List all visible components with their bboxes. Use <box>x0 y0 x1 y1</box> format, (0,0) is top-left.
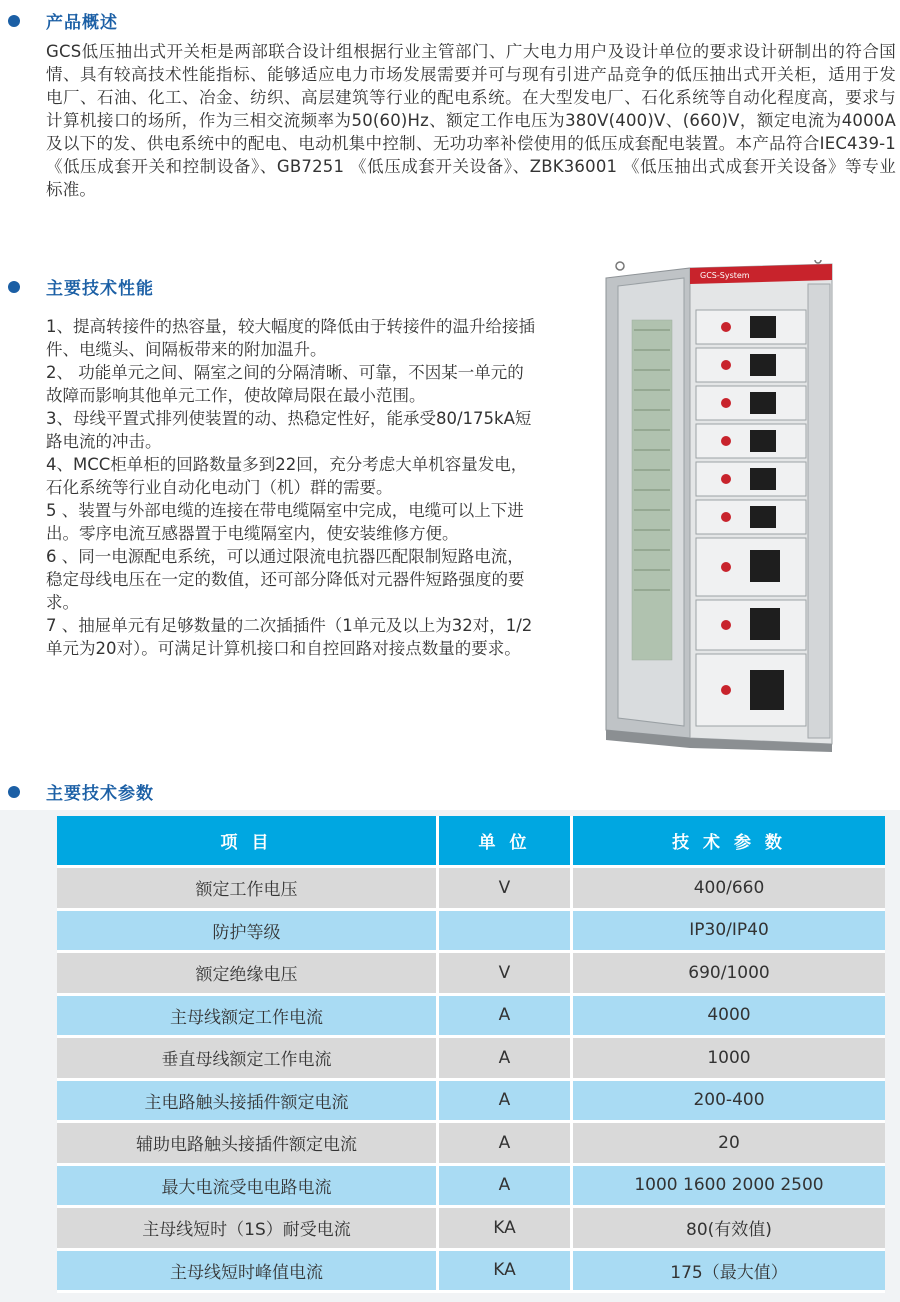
feature-item: 2、 功能单元之间、隔室之间的分隔清晰、可靠，不因某一单元的故障而影响其他单元工作，使故障局限在最小范围。 <box>46 363 524 405</box>
value-cell: 1000 <box>573 1038 885 1081</box>
unit-cell: A <box>439 996 573 1039</box>
table-row <box>57 996 885 1039</box>
features-heading <box>0 274 300 300</box>
section-title: 主要技术性能 <box>46 279 154 299</box>
param-name-cell: 主母线短时（1S）耐受电流 <box>57 1208 439 1251</box>
value-cell: 80(有效值) <box>573 1208 885 1251</box>
table-row <box>57 1123 885 1166</box>
feature-item: 4、MCC柜单柜的回路数量多到22回，充分考虑大单机容量发电，石化系统等行业自动化电动门（机）群的需要。 <box>46 455 528 497</box>
value-cell: 175（最大值） <box>573 1251 885 1294</box>
switchgear-cabinet-illustration <box>600 260 840 760</box>
table-row <box>57 1166 885 1209</box>
value-cell: IP30/IP40 <box>573 911 885 954</box>
table-row <box>57 953 885 996</box>
table-row <box>57 1251 885 1294</box>
value-cell: 400/660 <box>573 868 885 911</box>
bullet-icon <box>8 786 20 798</box>
param-name-cell: 垂直母线额定工作电流 <box>57 1038 439 1081</box>
spec-table <box>57 816 885 1293</box>
features-list <box>46 315 538 660</box>
table-row <box>57 1038 885 1081</box>
feature-item: 1、提高转接件的热容量，较大幅度的降低由于转接件的温升给接插件、电缆头、间隔板带来的附加温升。 <box>46 317 535 359</box>
unit-cell: KA <box>439 1251 573 1294</box>
table-row <box>57 1208 885 1251</box>
bullet-icon <box>8 15 20 27</box>
section-title: 产品概述 <box>46 13 118 33</box>
value-cell: 200-400 <box>573 1081 885 1124</box>
param-name-cell: 主电路触头接插件额定电流 <box>57 1081 439 1124</box>
params-heading <box>0 779 300 805</box>
unit-cell: A <box>439 1081 573 1124</box>
feature-item: 3、母线平置式排列使装置的动、热稳定性好，能承受80/175kA短路电流的冲击。 <box>46 409 532 451</box>
unit-cell: A <box>439 1123 573 1166</box>
unit-cell: V <box>439 868 573 911</box>
unit-cell: A <box>439 1038 573 1081</box>
unit-cell: V <box>439 953 573 996</box>
header-unit: 单 位 <box>439 816 573 868</box>
header-value: 技 术 参 数 <box>573 816 885 868</box>
table-header-row <box>57 816 885 868</box>
table-row <box>57 1081 885 1124</box>
param-name-cell: 额定绝缘电压 <box>57 953 439 996</box>
param-name-cell: 防护等级 <box>57 911 439 954</box>
bullet-icon <box>8 281 20 293</box>
value-cell: 20 <box>573 1123 885 1166</box>
param-name-cell: 主母线短时峰值电流 <box>57 1251 439 1294</box>
header-item: 项 目 <box>57 816 439 868</box>
param-name-cell: 主母线额定工作电流 <box>57 996 439 1039</box>
overview-paragraph: GCS低压抽出式开关柜是两部联合设计组根据行业主管部门、广大电力用户及设计单位的要求设计研制出的符合国情、具有较高技术性能指标、能够适应电力市场发展需要并可与现有引进产品竞争的低压抽出式开关柜，适用于发电厂、石油、化工、冶金、纺织、高层建筑等行业的配电系统。在大型发电厂、石化系统等自动化程度高，要求与计算机接口的场所，作为三相交流频率为50(60)Hz、额定工作电压为380V(400)V、(660)V，额定电流为4000A及以下的发、供电系统中的配电、电动机集中控制、无功功率补偿使用的低压成套配电装置。本产品符合IEC439-1《低压成套开关和控制设备》、GB7251 《低压成套开关设备》、ZBK36001 《低压抽出式成套开关设备》等专业标准。 <box>46 42 896 199</box>
param-name-cell: 最大电流受电电路电流 <box>57 1166 439 1209</box>
table-row <box>57 868 885 911</box>
unit-cell: A <box>439 1166 573 1209</box>
feature-item: 7 、抽屉单元有足够数量的二次插插件（1单元及以上为32对，1/2单元为20对）。可满足计算机接口和自控回路对接点数量的要求。 <box>46 616 533 658</box>
value-cell: 4000 <box>573 996 885 1039</box>
param-name-cell: 辅助电路触头接插件额定电流 <box>57 1123 439 1166</box>
overview-heading <box>0 8 300 34</box>
cabinet-label: GCS-System <box>700 271 750 280</box>
unit-cell <box>439 911 573 954</box>
value-cell: 1000 1600 2000 2500 <box>573 1166 885 1209</box>
unit-cell: KA <box>439 1208 573 1251</box>
value-cell: 690/1000 <box>573 953 885 996</box>
param-name-cell: 额定工作电压 <box>57 868 439 911</box>
feature-item: 5 、装置与外部电缆的连接在带电缆隔室中完成，电缆可以上下进出。零序电流互感器置于电缆隔室内，使安装维修方便。 <box>46 501 524 543</box>
table-row <box>57 911 885 954</box>
cabinet-image <box>600 260 840 760</box>
section-title: 主要技术参数 <box>46 784 154 804</box>
feature-item: 6 、同一电源配电系统，可以通过限流电抗器匹配限制短路电流，稳定母线电压在一定的数值，还可部分降低对元器件短路强度的要求。 <box>46 547 525 612</box>
